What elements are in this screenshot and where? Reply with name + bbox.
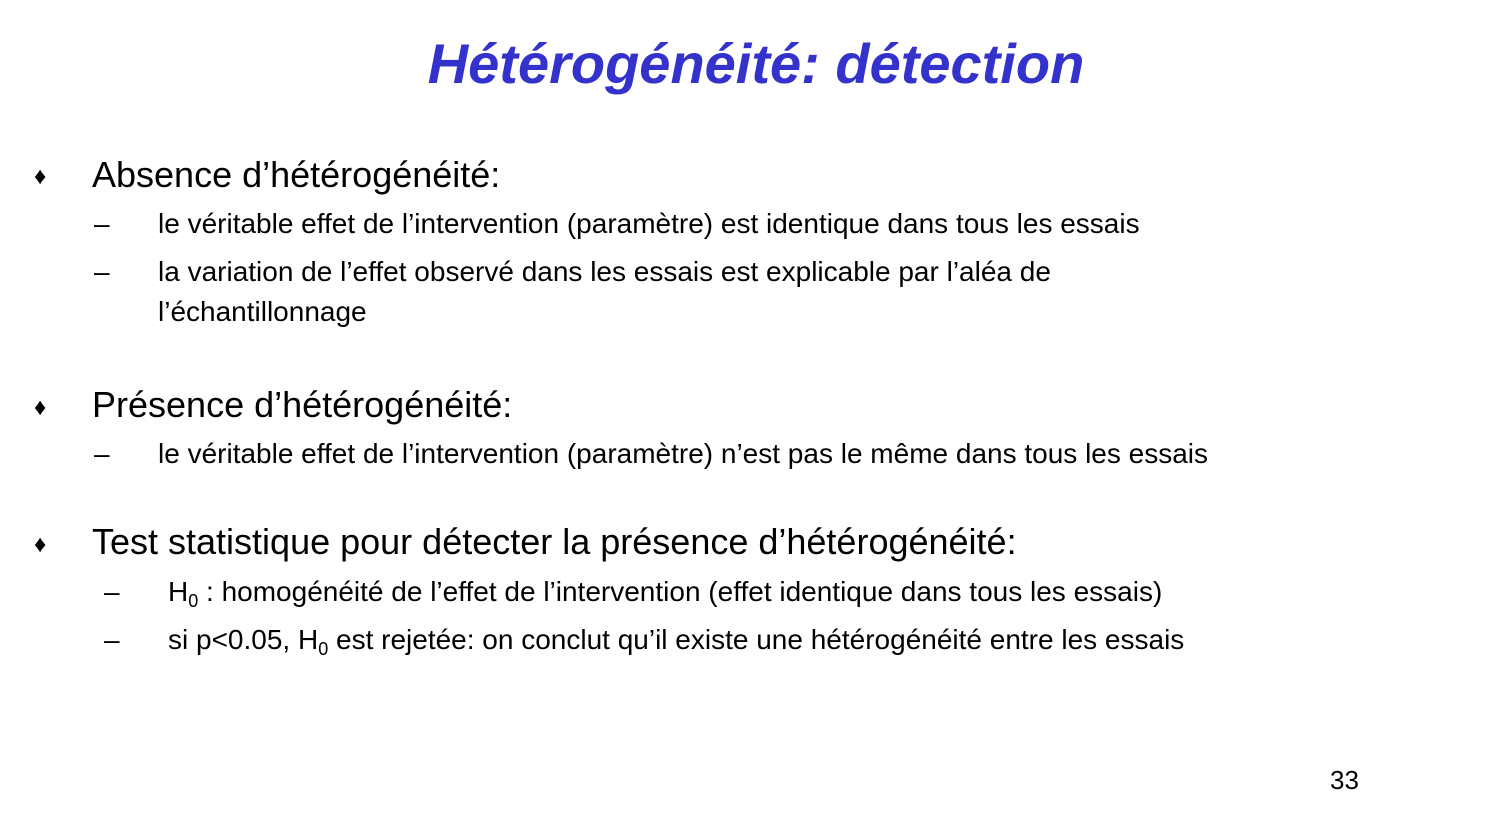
diamond-bullet-icon: ♦	[34, 394, 47, 421]
list-item: le véritable effet de l’intervention (paramètre) n’est pas le même dans tous les essais	[158, 438, 1209, 469]
list-item-continuation: l’échantillonnage	[158, 296, 367, 327]
slide-title: Hétérogénéité: détection	[427, 32, 1085, 95]
list-item: le véritable effet de l’intervention (paramètre) est identique dans tous les essais	[158, 208, 1140, 239]
list-item-rejection-rule: si p<0.05, $H_0$ est rejetée: on conclut qu’il existe une hétérogénéité entre les essais	[168, 624, 1185, 659]
subscript: 0	[318, 639, 329, 659]
subscript: 0	[188, 591, 199, 611]
dash-icon: –	[104, 624, 120, 655]
dash-icon: –	[104, 576, 120, 607]
diamond-bullet-icon: ♦	[34, 163, 47, 190]
diamond-bullet-icon: ♦	[34, 531, 47, 558]
section-heading-absence: Absence d’hétérogénéité:	[92, 154, 501, 195]
page-number: 33	[1330, 765, 1359, 795]
dash-icon: –	[94, 208, 110, 239]
section-heading-presence: Présence d’hétérogénéité:	[92, 384, 513, 425]
list-item-h0-hypothesis: $H_0$ : homogénéité de l’effet de l’intervention (effet identique dans tous les essais)	[168, 576, 1163, 611]
section-heading-test: Test statistique pour détecter la présence d’hétérogénéité:	[92, 521, 1017, 562]
list-item: la variation de l’effet observé dans les essais est explicable par l’aléa de	[158, 256, 1051, 287]
dash-icon: –	[94, 438, 110, 469]
dash-icon: –	[94, 256, 110, 287]
